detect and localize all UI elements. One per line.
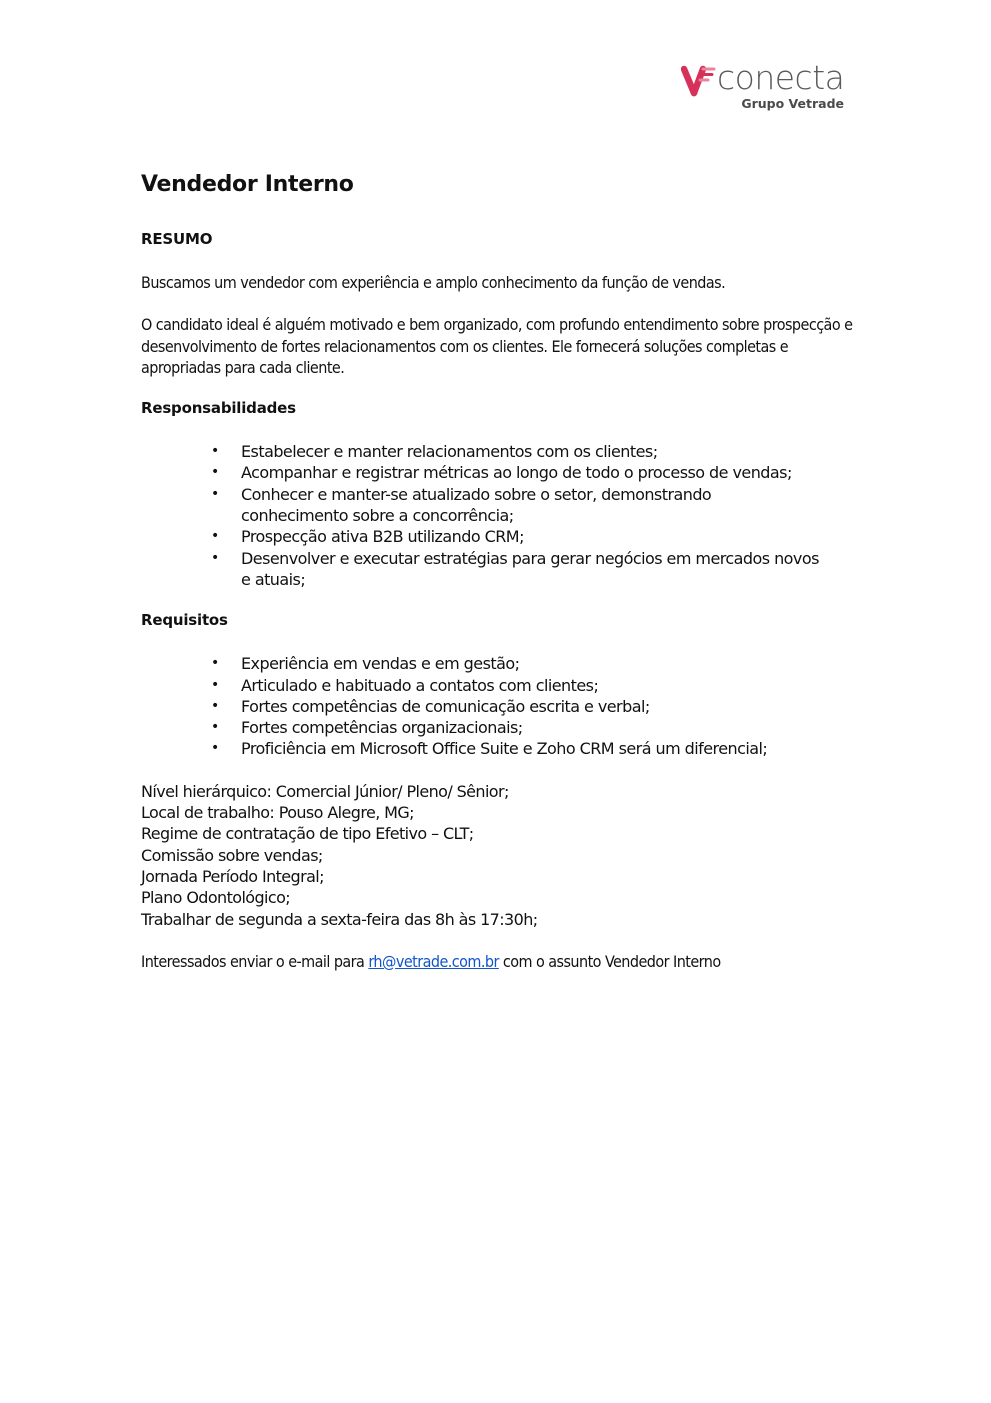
job-posting bbox=[141, 170, 861, 972]
contact-paragraph bbox=[141, 951, 801, 972]
detail-line: Local de trabalho: Pouso Alegre, MG; bbox=[141, 803, 414, 823]
logo-subtitle: Grupo Vetrade bbox=[741, 96, 844, 111]
job-title: Vendedor Interno bbox=[141, 172, 354, 197]
bullet-icon: • bbox=[211, 464, 219, 481]
list-item: • Conhecer e manter-se atualizado sobre o setor, demonstrando conhecimento sobre a concorrência; bbox=[211, 484, 712, 526]
list-item: • Estabelecer e manter relacionamentos com os clientes; bbox=[211, 442, 658, 462]
bullet-icon: • bbox=[211, 655, 219, 672]
job-details bbox=[141, 781, 861, 930]
list-item: • Prospecção ativa B2B utilizando CRM; bbox=[211, 527, 524, 547]
company-logo bbox=[681, 58, 851, 118]
bullet-icon: • bbox=[211, 676, 219, 693]
bullet-icon: • bbox=[211, 719, 219, 736]
responsibilities-list bbox=[141, 441, 841, 590]
bullet-icon: • bbox=[211, 740, 219, 757]
bullet-icon: • bbox=[211, 443, 219, 460]
detail-line: Comissão sobre vendas; bbox=[141, 845, 323, 865]
list-item: • Articulado e habituado a contatos com clientes; bbox=[211, 675, 599, 695]
requirements-list bbox=[141, 653, 861, 759]
contact-suffix: com o assunto Vendedor Interno bbox=[498, 951, 721, 971]
detail-line: Jornada Período Integral; bbox=[141, 866, 324, 886]
detail-line: Trabalhar de segunda a sexta-feira das 8h às 17:30h; bbox=[141, 909, 538, 929]
logo-wordmark: conecta bbox=[717, 58, 845, 97]
contact-prefix: Interessados enviar o e-mail para bbox=[141, 951, 369, 971]
email-link[interactable]: rh@vetrade.com.br bbox=[368, 951, 499, 971]
list-item: • Proficiência em Microsoft Office Suite e Zoho CRM será um diferencial; bbox=[211, 739, 768, 759]
detail-line: Regime de contratação de tipo Efetivo – CLT; bbox=[141, 824, 474, 844]
summary-heading: RESUMO bbox=[141, 230, 213, 248]
list-item: • Fortes competências organizacionais; bbox=[211, 718, 523, 738]
bullet-icon: • bbox=[211, 528, 219, 545]
list-item: • Experiência em vendas e em gestão; bbox=[211, 654, 520, 674]
list-item: • Desenvolver e executar estratégias para gerar negócios em mercados novos e atuais; bbox=[211, 548, 819, 589]
summary-paragraph: O candidato ideal é alguém motivado e bem organizado, com profundo entendimento sobre prospecção e desenvolvimento de fortes relacionamentos com os clientes. Ele fornecerá soluções completas e apropriadas para cada cliente. bbox=[141, 315, 853, 377]
list-item: • Fortes competências de comunicação escrita e verbal; bbox=[211, 696, 650, 716]
vetrade-v-logo-icon bbox=[681, 65, 721, 99]
requirements-heading: Requisitos bbox=[141, 611, 228, 630]
bullet-icon: • bbox=[211, 697, 219, 714]
detail-line: Nível hierárquico: Comercial Júnior/ Pleno/ Sênior; bbox=[141, 781, 509, 801]
detail-line: Plano Odontológico; bbox=[141, 888, 291, 908]
responsibilities-heading: Responsabilidades bbox=[141, 399, 296, 418]
list-item: • Acompanhar e registrar métricas ao longo de todo o processo de vendas; bbox=[211, 463, 792, 483]
bullet-icon: • bbox=[211, 485, 219, 502]
bullet-icon: • bbox=[211, 549, 219, 566]
summary-paragraph: Buscamos um vendedor com experiência e amplo conhecimento da função de vendas. bbox=[141, 273, 726, 292]
